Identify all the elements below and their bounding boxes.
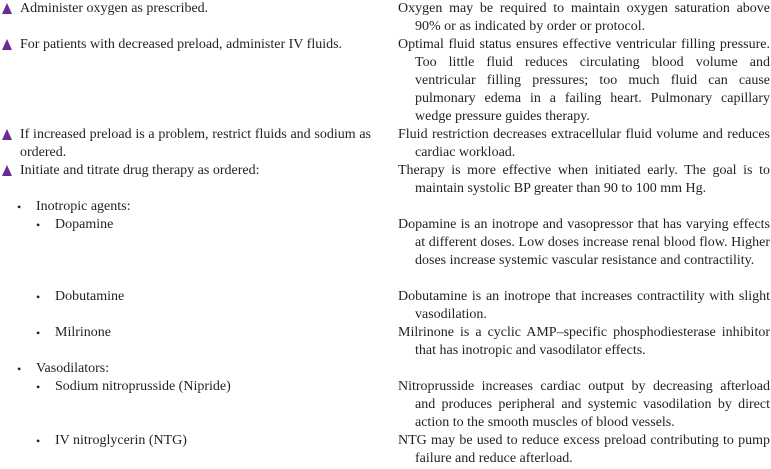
- action-text: Administer oxygen as prescribed.: [20, 1, 209, 16]
- subgroup-label: Vasodilators:: [36, 361, 110, 376]
- bullet-icon: •: [36, 326, 41, 340]
- bullet-icon: •: [36, 218, 41, 232]
- drug-name: Sodium nitroprusside (Nipride): [55, 379, 231, 394]
- triangle-bullet-icon: [2, 129, 12, 140]
- rationale-text: Nitroprusside increases cardiac output by decreasing afterload and produces peripheral and systemic vasodilation by direct action to the smooth muscles of blood vessels.: [398, 379, 770, 430]
- rationale-text: Fluid restriction decreases extracellular fluid volume and reduces cardiac workload.: [398, 127, 770, 160]
- action-text: Initiate and titrate drug therapy as ordered:: [20, 163, 260, 178]
- bullet-icon: •: [17, 362, 22, 376]
- rationale-text: Dopamine is an inotrope and vasopressor that has varying effects at different doses. Low doses increase renal blood flow. Higher doses increase systemic vascular resistance and contractility.: [398, 217, 770, 268]
- rationale-text: Milrinone is a cyclic AMP–specific phosphodiesterase inhibitor that has inotropic and vasodilator effects.: [398, 325, 770, 358]
- drug-name: Milrinone: [55, 325, 111, 340]
- rationale-text: Optimal fluid status ensures effective ventricular filling pressure. Too little fluid reduces circulating blood volume and ventricular filling pressures; too much fluid can cause pulmonary edema in a failing heart. Pulmonary capillary wedge pressure guides therapy.: [398, 37, 770, 124]
- subgroup-label: Inotropic agents:: [36, 199, 131, 214]
- triangle-bullet-icon: [2, 3, 12, 14]
- bullet-icon: •: [36, 290, 41, 304]
- rationale-text: Oxygen may be required to maintain oxygen saturation above 90% or as indicated by order or protocol.: [398, 1, 770, 34]
- bullet-icon: •: [36, 434, 41, 448]
- drug-name: Dobutamine: [55, 289, 125, 304]
- triangle-bullet-icon: [2, 39, 12, 50]
- bullet-icon: •: [36, 380, 41, 394]
- rationale-text: NTG may be used to reduce excess preload contributing to pump failure and reduce afterload.: [398, 433, 770, 466]
- rationale-text: Dobutamine is an inotrope that increases contractility with slight vasodilation.: [398, 289, 770, 322]
- action-text: If increased preload is a problem, restrict fluids and sodium as ordered.: [20, 127, 371, 160]
- rationale-text: Therapy is more effective when initiated early. The goal is to maintain systolic BP greater than 90 to 100 mm Hg.: [398, 163, 770, 196]
- bullet-icon: •: [17, 200, 22, 214]
- triangle-bullet-icon: [2, 165, 12, 176]
- drug-name: IV nitroglycerin (NTG): [55, 433, 187, 448]
- action-text: For patients with decreased preload, administer IV fluids.: [20, 37, 343, 52]
- drug-name: Dopamine: [55, 217, 114, 232]
